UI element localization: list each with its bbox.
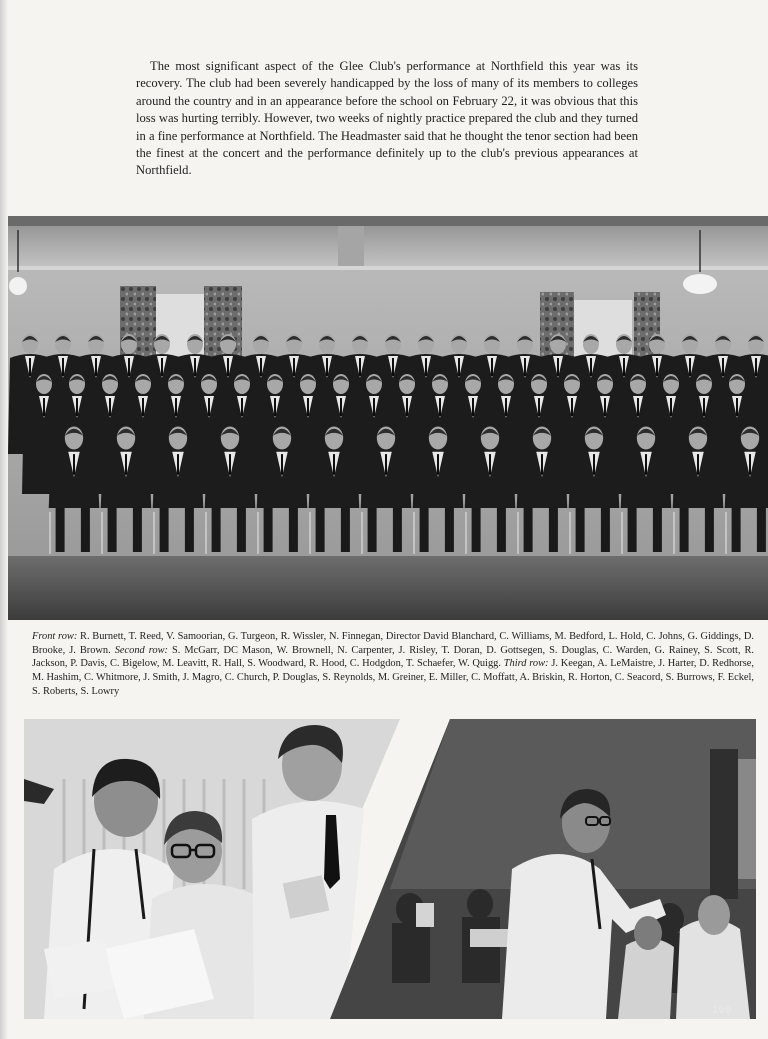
- rehearsal-photo-right: [330, 719, 756, 1019]
- sheet-music: [470, 929, 510, 947]
- binding-edge: [0, 0, 8, 1039]
- front-row-names: R. Burnett, T. Reed, V. Samoorian, G. Turgeon, R. Wissler, N. Finnegan, Director David Blanchard, C. Williams, M. Bedford, L. Hold, C. Johns, G. Giddings, D. Brooke, J. Brown.: [32, 631, 754, 656]
- lamp: [9, 277, 27, 295]
- student-face: [698, 895, 730, 935]
- student-shirt: [618, 938, 674, 1019]
- third-row-names: J. Keegan, A. LeMaistre, J. Harter, D. Redhorse, M. Hashim, C. Whitmore, J. Smith, J. Magro, C. Church, P. Douglas, S. Reynolds, M. Greiner, E. Miller, C. Moffatt, A. Briskin, R. Horton, C. Seacord, S. Burrows, F. Eckel, S. Roberts, S. Lowry: [32, 658, 754, 697]
- lamp: [683, 274, 717, 294]
- front-row-label: Front row:: [32, 631, 78, 642]
- intro-paragraph: [136, 58, 638, 180]
- curtain: [710, 749, 738, 899]
- page-number: 109: [712, 1004, 732, 1016]
- third-row-label: Third row:: [503, 658, 549, 670]
- second-row-names: S. McGarr, DC Mason, W. Brownell, N. Carpenter, J. Risley, T. Doran, D. Gottsegen, S. Douglas, C. Warden, G. Rainey, S. Scott, R. Jackson, P. Davis, C. Bigelow, M. Leavitt, R. Hall, S. Woodward, R. Hood, C. Hodgdon, T. Schaefer, W. Quigg.: [32, 644, 754, 670]
- glee-club-group-photo: [8, 216, 768, 620]
- student-face: [634, 916, 662, 950]
- second-row-label: Second row:: [114, 644, 168, 656]
- sheet-music: [416, 903, 434, 927]
- sheet-music: [44, 939, 114, 999]
- intro-text: The most significant aspect of the Glee Club's performance at Northfield this year was its recovery. The club had been severely handicapped by the loss of many of its members to colleges around the country and in an appearance before the school on February 22, it was obvious that this loss was hurting terribly. However, two weeks of nightly practice prepared the club and they turned in a fine performance at Northfield. The Headmaster said that he thought the tenor section had been the finest at the concert and the performance definitely up to the club's previous appearances at Northfield.: [136, 59, 638, 178]
- floor: [8, 556, 768, 620]
- photo-caption: [32, 630, 754, 699]
